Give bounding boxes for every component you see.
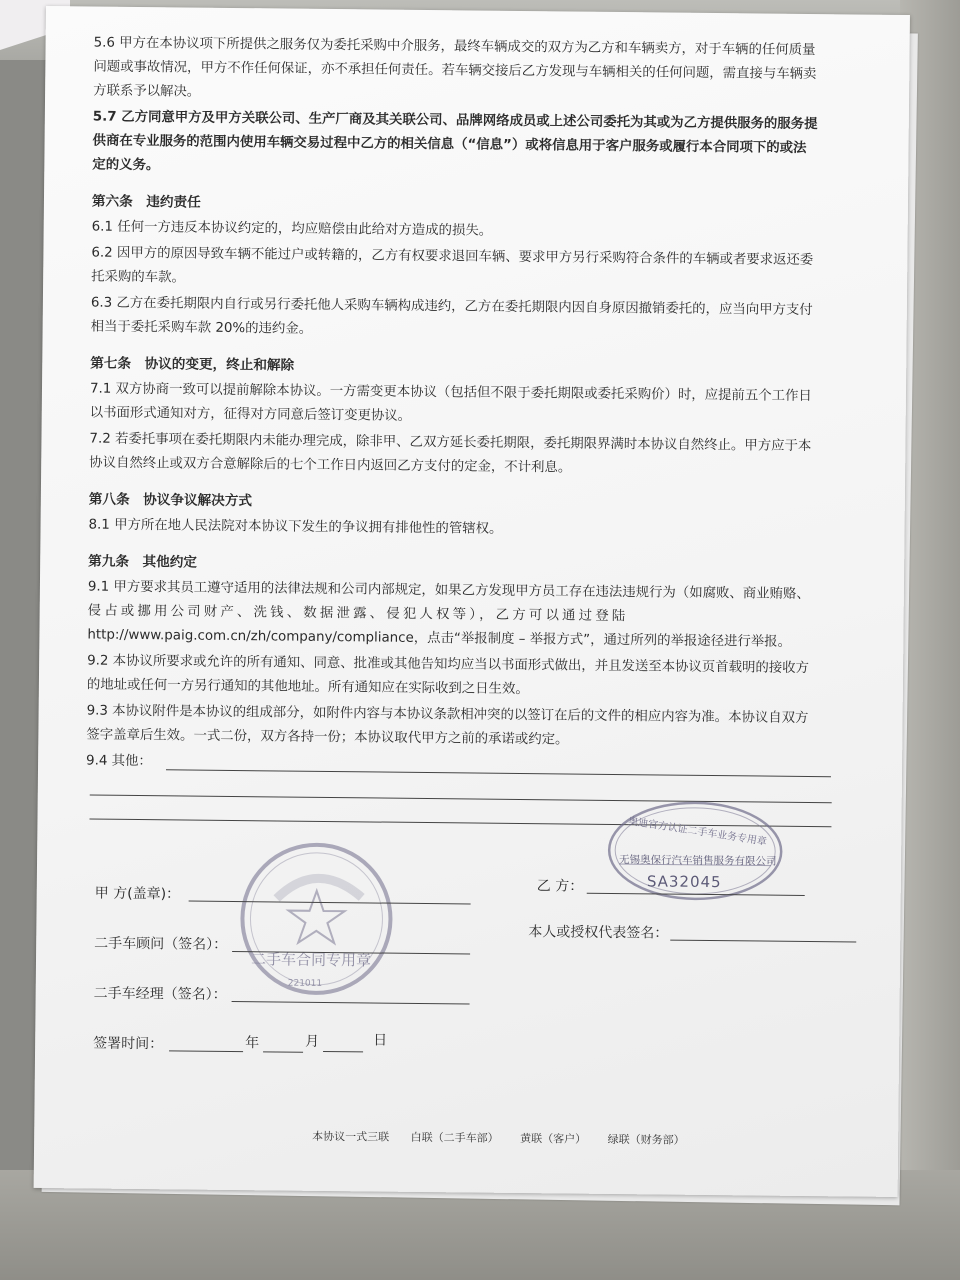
oval-seal-top-text: 奥迪官方认证二手车业务专用章 [627,816,768,848]
article-6-heading: 第六条 违约责任 [91,193,201,211]
clause-8-1: 8.1 甲方所在地人民法院对本协议下发生的争议拥有排他性的管辖权。 [88,517,503,537]
party-a-label: 甲 方(盖章)： [94,885,181,903]
clause-7-1-line-1: 7.1 双方协商一致可以提前解除本协议。一方需变更本协议（包括但不限于委托期限或委托采购价）时，应提前五个工作日 [89,381,812,405]
footer-copies-label: 本协议一式三联 [312,1129,390,1144]
day-label: 日 [373,1032,388,1049]
oval-seal-code: SA32045 [646,872,722,892]
clause-9-3-line-1: 9.3 本协议附件是本协议的组成部分，如附件内容与本协议条款相冲突的以签订在后的文件的相应内容为准。本协议自双方 [86,703,809,727]
contract-page [34,6,910,1197]
manager-label: 二手车经理（签名）： [93,985,227,1003]
clause-7-1-line-2: 以书面形式通知对方，征得对方同意后签订变更协议。 [89,405,412,424]
seal-label: 二手车合同专用章 [250,950,372,970]
clause-9-1-line-3: http://www.paig.com.cn/zh/company/compliance，点击“举报制度 – 举报方式”，通过所列的举报途径进行举报。 [87,627,792,650]
date-label: 签署时间： [93,1035,164,1053]
clause-7-2-line-2: 协议自然终止或双方合意解除后的七个工作日内返回乙方支付的定金，不计利息。 [89,455,572,476]
authorized-line [670,940,856,943]
authorized-label: 本人或授权代表签名： [528,924,669,942]
consultant-label: 二手车顾问（签名）： [94,935,228,953]
clause-6-2-line-1: 6.2 因甲方的原因导致车辆不能过户或转籍的，乙方有权要求退回车辆、要求甲方另行采购符合条件的车辆或者要求返还委 [91,245,814,269]
clause-6-2-line-2: 托采购的车款。 [91,269,185,286]
clause-5-6-line-3: 方联系予以解决。 [93,83,201,100]
clause-6-3-line-2: 相当于委托采购车款 20%的违约金。 [90,319,313,337]
year-label: 年 [245,1035,260,1052]
clause-7-2-line-1: 7.2 若委托事项在委托期限内未能办理完成，除非甲、乙双方延长委托期限，委托期限界满时本协议自然终止。甲方应于本 [89,431,812,455]
article-8-heading: 第八条 协议争议解决方式 [88,491,253,510]
clause-5-6-line-2: 问题或事故情况，甲方不作任何保证，亦不承担任何责任。若车辆交接后乙方发现与车辆相关的任何问题，需直接与车辆卖 [93,59,817,83]
clause-9-1-line-2: 侵占或挪用公司财产、洗钱、数据泄露、侵犯人权等），乙方可以通过登陆 [87,603,629,625]
year-line [169,1050,243,1052]
clause-9-1-line-1: 9.1 甲方要求其员工遵守适用的法律法规和公司内部规定，如果乙方发现甲方员工存在违法违规行为（如腐败、商业贿赂、 [87,579,810,603]
article-7-heading: 第七条 协议的变更，终止和解除 [90,355,295,374]
clause-6-1: 6.1 任何一方违反本协议约定的，均应赔偿由此给对方造成的损失。 [91,219,493,239]
star-icon [288,891,345,944]
footer-white-copy: 白联（二手车部） [410,1130,499,1145]
month-line [263,1051,303,1052]
manager-line [232,1001,470,1004]
clause-6-3-line-1: 6.3 乙方在委托期限内自行或另行委托他人采购车辆构成违约，乙方在委托期限内因自身原因撤销委托的，应当向甲方支付 [90,295,813,319]
clause-9-2-line-2: 的地址或任何一方另行通知的其他地址。所有通知应在实际收到之日生效。 [86,677,529,698]
clause-5-7-line-1: 5.7 乙方同意甲方及甲方关联公司、生产厂商及其关联公司、品牌网络成员或上述公司委托为其或为乙方提供服务的服务提 [92,109,818,133]
clause-5-6-line-1: 5.6 甲方在本协议项下所提供之服务仅为委托采购中介服务，最终车辆成交的双方为乙方和车辆卖方，对于车辆的任何质量 [93,35,816,59]
footer-green-copy: 绿联（财务部） [607,1132,685,1147]
company-round-seal [236,838,398,1000]
article-9-heading: 第九条 其他约定 [88,553,198,571]
seal-number: 221011 [287,978,323,989]
clause-5-7-line-3: 定的义务。 [92,157,160,174]
day-line [323,1051,363,1052]
footer-copies [312,1128,703,1148]
clause-5-7-line-2: 供商在专业服务的范围内使用车辆交易过程中乙方的相关信息（“信息”）或将信息用于客户服务或履行本合同项下的或法 [92,133,807,156]
party-b-label: 乙 方： [536,878,584,895]
clause-9-4-label: 9.4 其他： [86,753,152,770]
clause-9-2-line-1: 9.2 本协议所要求或允许的所有通知、同意、批准或其他告知均应当以书面形式做出，并且发送至本协议页首载明的接收方 [87,653,810,677]
clause-9-3-line-2: 签字盖章后生效。一式二份，双方各持一份；本协议取代甲方之前的承诺或约定。 [86,727,569,748]
month-label: 月 [305,1033,320,1050]
footer-yellow-copy: 黄联（客户） [520,1132,587,1146]
oval-seal-company: 无锡奥保行汽车销售服务有限公司 [619,854,777,868]
